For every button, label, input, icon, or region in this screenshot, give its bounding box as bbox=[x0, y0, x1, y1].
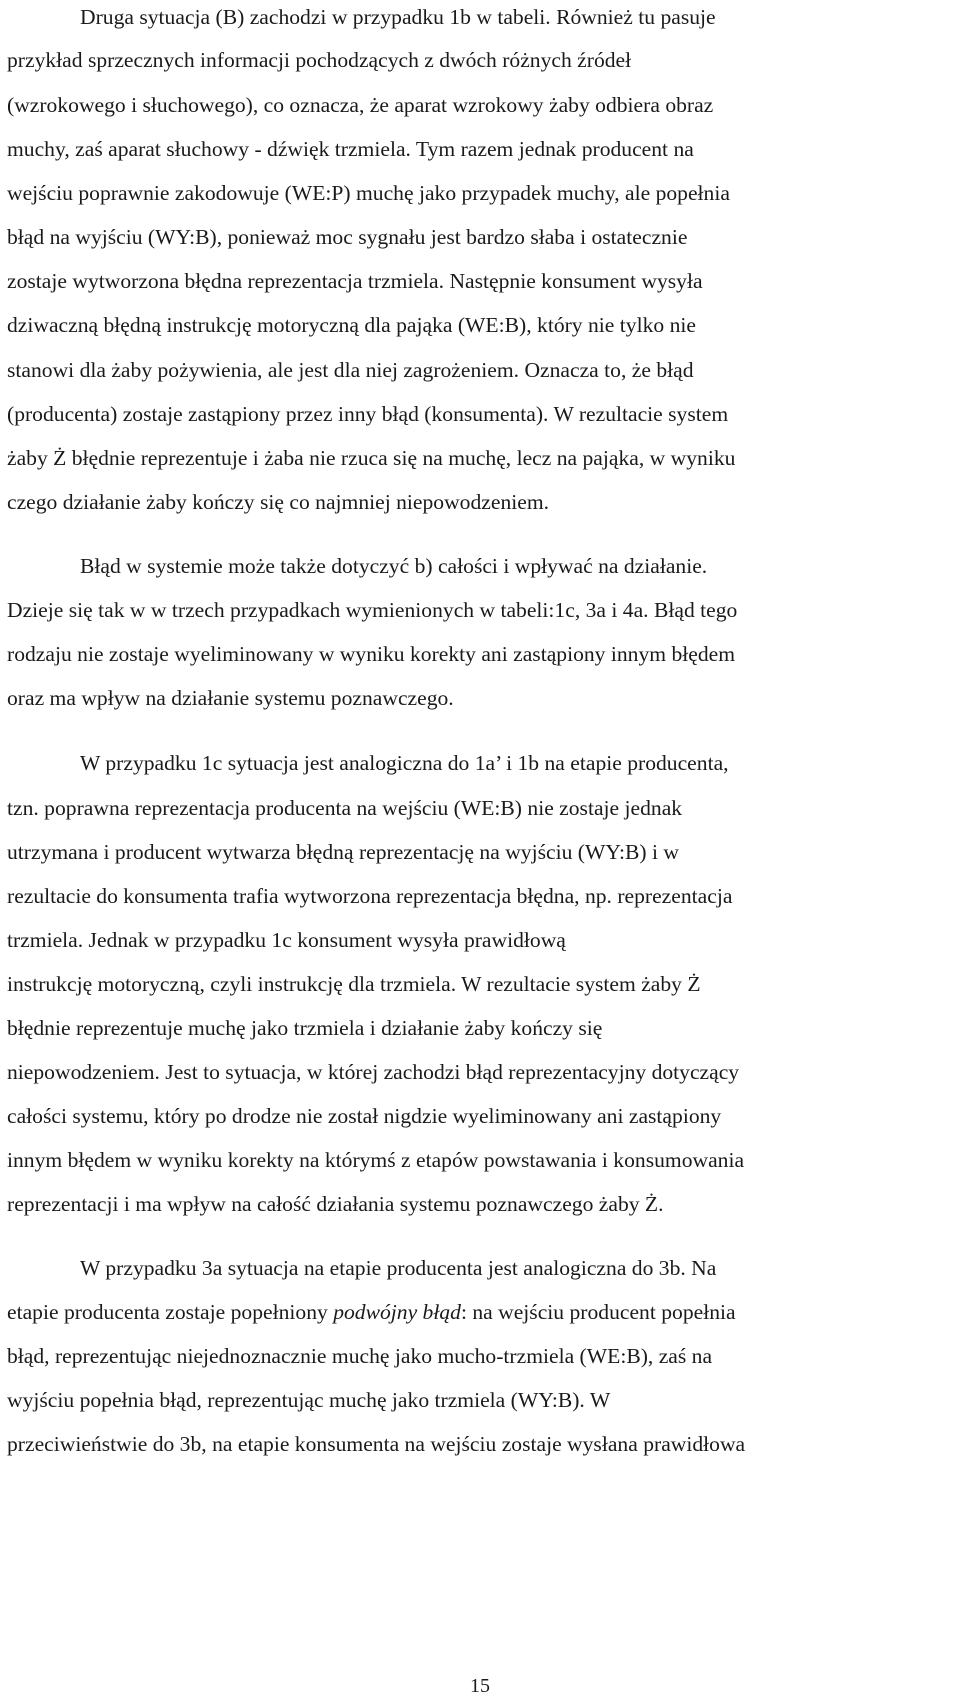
text-line: zostaje wytworzona błędna reprezentacja trzmiela. Następnie konsument wysyła bbox=[7, 269, 703, 293]
emphasized-term: podwójny błąd bbox=[333, 1300, 461, 1324]
text-line: żaby Ż błędnie reprezentuje i żaba nie rzuca się na muchę, lecz na pająka, w wyniku bbox=[7, 446, 736, 470]
text-line: wejściu poprawnie zakodowuje (WE:P) muchę jako przypadek muchy, ale popełnia bbox=[7, 181, 730, 205]
text-line: oraz ma wpływ na działanie systemu poznawczego. bbox=[7, 686, 454, 710]
text-line: trzmiela. Jednak w przypadku 1c konsument wysyła prawidłową bbox=[7, 928, 566, 952]
text-line: przeciwieństwie do 3b, na etapie konsumenta na wejściu zostaje wysłana prawidłowa bbox=[7, 1432, 746, 1456]
text-line: (wzrokowego i słuchowego), co oznacza, że aparat wzrokowy żaby odbiera obraz bbox=[7, 93, 714, 117]
text-line: błąd, reprezentując niejednoznacznie muchę jako mucho-trzmiela (WE:B), zaś na bbox=[7, 1344, 713, 1368]
text-line: błąd na wyjściu (WY:B), ponieważ moc sygnału jest bardzo słaba i ostatecznie bbox=[7, 225, 688, 249]
text-line: tzn. poprawna reprezentacja producenta na wejściu (WE:B) nie zostaje jednak bbox=[7, 796, 683, 820]
text-line: rezultacie do konsumenta trafia wytworzona reprezentacja błędna, np. reprezentacja bbox=[7, 884, 733, 908]
text-line: muchy, zaś aparat słuchowy - dźwięk trzmiela. Tym razem jednak producent na bbox=[7, 137, 694, 161]
text-line: przykład sprzecznych informacji pochodzących z dwóch różnych źródeł bbox=[7, 48, 632, 72]
text-line: czego działanie żaby kończy się co najmniej niepowodzeniem. bbox=[7, 490, 550, 514]
text-line: reprezentacji i ma wpływ na całość działania systemu poznawczego żaby Ż. bbox=[7, 1192, 664, 1216]
page-number: 15 bbox=[470, 1675, 490, 1697]
text-line: innym błędem w wyniku korekty na którymś z etapów powstawania i konsumowania bbox=[7, 1148, 745, 1172]
text-segment: : na wejściu producent popełnia bbox=[460, 1300, 736, 1324]
text-line: dziwaczną błędną instrukcję motoryczną dla pająka (WE:B), który nie tylko nie bbox=[7, 313, 696, 337]
text-line: utrzymana i producent wytwarza błędną reprezentację na wyjściu (WY:B) i w bbox=[7, 840, 679, 864]
text-line: Dzieje się tak w w trzech przypadkach wymienionych w tabeli:1c, 3a i 4a. Błąd tego bbox=[7, 598, 738, 622]
text-line: błędnie reprezentuje muchę jako trzmiela i działanie żaby kończy się bbox=[7, 1016, 603, 1040]
text-line: Druga sytuacja (B) zachodzi w przypadku 1b w tabeli. Również tu pasuje bbox=[80, 5, 716, 29]
text-line: (producenta) zostaje zastąpiony przez inny błąd (konsumenta). W rezultacie system bbox=[7, 402, 729, 426]
text-line: niepowodzeniem. Jest to sytuacja, w której zachodzi błąd reprezentacyjny dotyczący bbox=[7, 1060, 740, 1084]
text-line bbox=[7, 1299, 736, 1325]
text-line: W przypadku 3a sytuacja na etapie producenta jest analogiczna do 3b. Na bbox=[80, 1256, 717, 1280]
text-line: W przypadku 1c sytuacja jest analogiczna do 1a’ i 1b na etapie producenta, bbox=[80, 751, 729, 775]
text-line: rodzaju nie zostaje wyeliminowany w wyniku korekty ani zastąpiony innym błędem bbox=[7, 642, 736, 666]
text-line: Błąd w systemie może także dotyczyć b) całości i wpływać na działanie. bbox=[80, 554, 708, 578]
text-line: całości systemu, który po drodze nie został nigdzie wyeliminowany ani zastąpiony bbox=[7, 1104, 722, 1128]
text-line: stanowi dla żaby pożywienia, ale jest dla niej zagrożeniem. Oznacza to, że błąd bbox=[7, 358, 694, 382]
text-segment: etapie producenta zostaje popełniony bbox=[7, 1300, 334, 1324]
text-line: instrukcję motoryczną, czyli instrukcję dla trzmiela. W rezultacie system żaby Ż bbox=[7, 972, 701, 996]
text-line: wyjściu popełnia błąd, reprezentując muchę jako trzmiela (WY:B). W bbox=[7, 1388, 611, 1412]
